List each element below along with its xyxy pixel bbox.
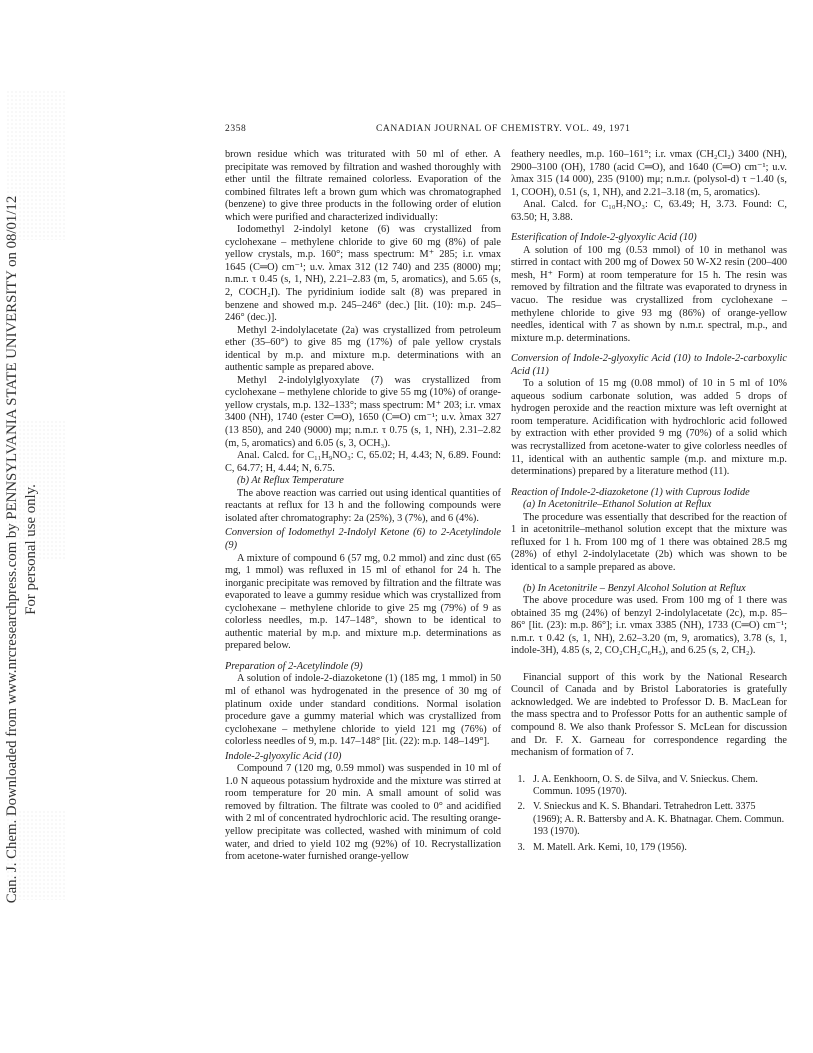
- paragraph: The above reaction was carried out using identical quantities of reactants at reflux for 13 h and the following compounds were isolated after chromatography: 2a (25%), 3 (7%), and 6 (4%).: [225, 487, 501, 524]
- paragraph: Methyl 2-indolylacetate (2a) was crystallized from petroleum ether (35–60°) to give 85 mg (17%) of pale yellow crystals identical by m.p. and mixture m.p. determinations with an authentic sample as prepared above.: [225, 324, 501, 374]
- section-heading: (b) In Acetonitrile – Benzyl Alcohol Solution at Reflux: [523, 582, 746, 594]
- section-heading: (a) In Acetonitrile–Ethanol Solution at Reflux: [523, 499, 712, 511]
- reference-item: [511, 842, 787, 854]
- paragraph: Anal. Calcd. for C₁₀H₇NO₃: C, 63.49; H, 3.73. Found: C, 63.50; H, 3.88.: [511, 199, 787, 223]
- reference-text: J. A. Eenkhoorn, O. S. de Silva, and V. Snieckus. Chem. Commun. 1095 (1970).: [533, 773, 758, 798]
- reference-number: 3.: [517, 841, 525, 853]
- paragraph: Iodomethyl 2-indolyl ketone (6) was crystallized from cyclohexane – methylene chloride to give 60 mg (8%) of pale yellow crystals, m.p. 160°; mass spectrum: M⁺ 285; i.r. νmax 1645 (C═O) cm⁻¹; u.v. λmax 312 (12 740) and 235 (8000) mμ; n.m.r. τ 0.45 (s, 1, NH), 2.21–2.83 (m, 5, aromatics), and 5.65 (s, 2, COCH₂I). The pyridinium iodide salt (8) was prepared in benzene and showed m.p. 245–246° (dec.) [lit. (10): m.p. 245–246° (dec.)].: [225, 224, 501, 324]
- running-head: [225, 124, 797, 138]
- paragraph: brown residue which was triturated with 50 ml of ether. A precipitate was removed by filtration and washed thoroughly with ether until the filtrate remained colorless. Evaporation of the combined filtrates left a brown gum which was chromatographed (benzene) to give three products in the following order of elution which were purified and characterized individually:: [225, 149, 501, 223]
- page-number: 2358: [225, 124, 247, 134]
- paragraph: The above procedure was used. From 100 mg of 1 there was obtained 35 mg (24%) of benzyl 2-indolylacetate (2c), m.p. 85–86° [lit. (23): m.p. 86°]; i.r. νmax 3385 (NH), 1733 (C═O) cm⁻¹; n.m.r. τ 0.42 (s, 1, NH), 2.62–3.20 (m, 9, aromatics), 3.78 (s, 1, indole-3H), 4.85 (s, 2, CO₂CH₂C₆H₅), and 6.25 (s, 2, CH₂).: [511, 595, 787, 657]
- journal-title: CANADIAN JOURNAL OF CHEMISTRY. VOL. 49, 1971: [376, 124, 631, 134]
- paragraph: Financial support of this work by the National Research Council of Canada and by Bristol Laboratories is gratefully acknowledged. We are indebted to Professor D. B. MacLean for the mass spectra and to Professor Potts for an authentic sample of compound 8. We also thank Professor S. McLean for discussion and Dr. F. X. Garneau for correspondence regarding the mechanism of formation of 7.: [511, 671, 787, 759]
- paragraph: A solution of 100 mg (0.53 mmol) of 10 in methanol was stirred in contact with 200 mg of Dowex 50 W-X2 resin (200–400 mesh, H⁺ Form) at room temperature for 15 h. The resin was removed by filtration and the filtrate was evaporated to dryness in vacuo. The residue was crystallized from cyclohexane – methylene chloride to give 93 mg (86%) of orange-yellow needles, identical with 7 as shown by n.m.r. spectral, m.p., and mixture m.p. determinations.: [511, 244, 787, 344]
- section-heading: Conversion of Indole-2-glyoxylic Acid (10) to Indole-2-carboxylic Acid (11): [511, 353, 787, 377]
- section-heading: Preparation of 2-Acetylindole (9): [225, 660, 363, 672]
- reference-text: V. Snieckus and K. S. Bhandari. Tetrahedron Lett. 3375 (1969); A. R. Battersby and A. K. Bhatnagar. Chem. Commun. 193 (1970).: [533, 801, 785, 838]
- reference-text: M. Matell. Ark. Kemi, 10, 179 (1956).: [533, 841, 687, 853]
- paragraph: The procedure was essentially that described for the reaction of 1 in acetonitrile–methanol solution except that the mixture was refluxed for 1 h. From 100 mg of 1 there was obtained 28.5 mg (28%) of ethyl 2-indolylacetate (2b) which was shown to be identical to a sample prepared as above.: [511, 511, 787, 573]
- reference-item: [511, 774, 787, 799]
- download-watermark: [3, 92, 47, 1007]
- reference-number: 2.: [517, 801, 525, 813]
- paragraph: To a solution of 15 mg (0.08 mmol) of 10 in 5 ml of 10% aqueous sodium carbonate solution, was added 5 drops of hydrogen peroxide and the reaction mixture was left overnight at room temperature. Acidification with hydrochloric acid followed by extraction with ether provided 9 mg (70%) of a solid which was recrystallized from acetone-water to give colorless needles of 11, identical with an authentic sample (m.p. and mixture m.p. determinations) prepared by a literature method (11).: [511, 378, 787, 478]
- paragraph: feathery needles, m.p. 160–161°; i.r. νmax (CH₂Cl₂) 3400 (NH), 2900–3100 (OH), 1780 (acid C═O), and 1640 (C═O) cm⁻¹; u.v. λmax 315 (14 000), 235 (9100) mμ; n.m.r. (polysol-d) τ −1.40 (s, 1, COOH), 0.51 (s, 1, NH), and 2.21–3.18 (m, 5, aromatics).: [511, 149, 787, 198]
- reference-number: 1.: [517, 773, 525, 785]
- section-heading: Indole-2-glyoxylic Acid (10): [225, 750, 342, 762]
- section-heading: Conversion of Iodomethyl 2-Indolyl Ketone (6) to 2-Acetylindole (9): [225, 527, 501, 551]
- paragraph: Anal. Calcd. for C₁₁H₉NO₃: C, 65.02; H, 4.43; N, 6.89. Found: C, 64.77; H, 4.44; N, 6.75.: [225, 450, 501, 474]
- watermark-line-1: Can. J. Chem. Downloaded from www.nrcresearchpress.com by PENNSYLVANIA STATE UNIVERSITY on 08/01/12: [4, 195, 20, 904]
- section-heading: Reaction of Indole-2-diazoketone (1) with Cuprous Iodide: [511, 486, 750, 498]
- left-column: [225, 149, 501, 864]
- paragraph: A solution of indole-2-diazoketone (1) (185 mg, 1 mmol) in 50 ml of ethanol was hydrogenated in the presence of 30 mg of platinum oxide under standard conditions. Normal isolation procedure gave a gummy material which was crystallized from cyclohexane – methylene chloride to yield 121 mg (76%) of colorless needles of 9, m.p. 147–148° [lit. (22): m.p. 148–149°].: [225, 673, 501, 748]
- paragraph: Methyl 2-indolylglyoxylate (7) was crystallized from cyclohexane – methylene chloride to give 55 mg (10%) of orange-yellow crystals, m.p. 132–133°; mass spectrum: M⁺ 203; i.r. νmax 3400 (NH), 1740 (ester C═O), 1650 (C═O) cm⁻¹; u.v. λmax 327 (13 850), and 240 (9000) mμ; n.m.r. τ 0.75 (s, 1, NH), 2.31–2.82 (m, 5, aromatics) and 6.05 (s, 3, OCH₃).: [225, 374, 501, 449]
- reference-item: [511, 801, 787, 838]
- references-list: [511, 774, 787, 854]
- section-heading: Esterification of Indole-2-glyoxylic Acid (10): [511, 232, 697, 244]
- section-heading: (b) At Reflux Temperature: [237, 475, 344, 487]
- paragraph: Compound 7 (120 mg, 0.59 mmol) was suspended in 10 ml of 1.0 N aqueous potassium hydroxide and the mixture was stirred at room temperature for 20 min. A small amount of solid was removed by filtration. The filtrate was cooled to 0° and acidified with 2 ml of concentrated hydrochloric acid. The resulting orange-yellow precipitate was collected, washed with minimum of cold water, and dried to yield 102 mg (92%) of 10. Recrystallization from acetone-water furnished orange-yellow: [225, 763, 501, 863]
- right-column: [511, 149, 787, 857]
- watermark-line-2: For personal use only.: [23, 484, 39, 615]
- paragraph: A mixture of compound 6 (57 mg, 0.2 mmol) and zinc dust (65 mg, 1 mmol) was refluxed in 15 ml of ethanol for 24 h. The inorganic precipitate was removed by filtration and the filtrate was evaporated to leave a gummy residue which was crystallized from cyclohexane – methylene chloride to give 25 mg (79%) of 9 as colorless needles, m.p. 147–148°, shown to be identical to authentic material by m.p. and mixture m.p. determinations as prepared below.: [225, 552, 501, 652]
